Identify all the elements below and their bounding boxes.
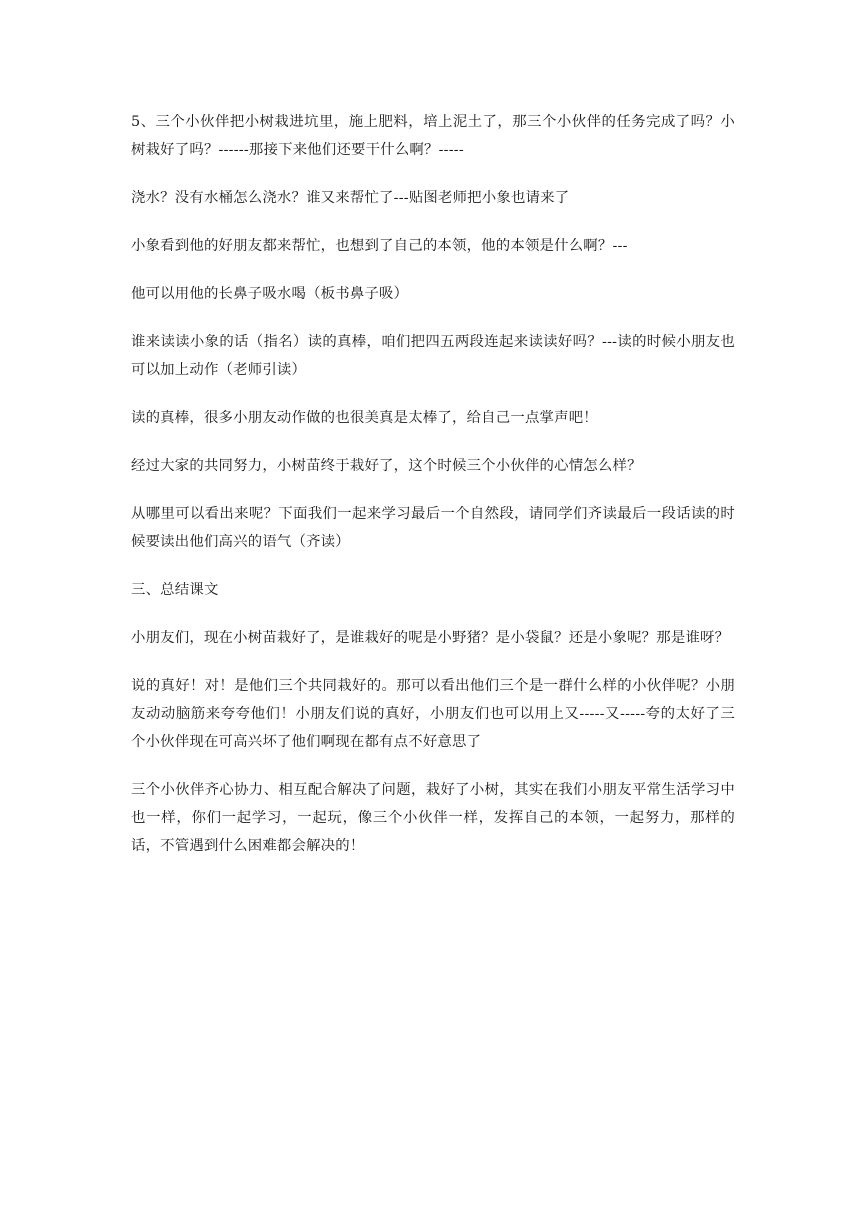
paragraph-feelings: 经过大家的共同努力，小树苗终于栽好了，这个时候三个小伙伴的心情怎么样？: [131, 458, 642, 474]
paragraph-applause: 读的真棒，很多小朋友动作做的也很美真是太棒了，给自己一点掌声吧！: [131, 410, 598, 426]
paragraph-praise: 说的真好！对！是他们三个共同栽好的。那可以看出他们三个是一群什么样的小伙伴呢？小朋友动动脑筋来夸夸他们！小朋友们说的真好，小朋友们也可以用上又-----又-----夸的太好了三个小伙伴现在可高兴坏了他们啊现在都有点不好意思了: [131, 678, 735, 750]
paragraph-conclusion: 三个小伙伴齐心协力、相互配合解决了问题，栽好了小树，其实在我们小朋友平常生活学习中也一样，你们一起学习，一起玩，像三个小伙伴一样，发挥自己的本领，一起努力，那样的话，不管遇到什么困难都会解决的！: [131, 782, 735, 854]
section-heading-summary: 三、总结课文: [131, 582, 219, 598]
paragraph-last-section: 从哪里可以看出来呢？下面我们一起来学习最后一个自然段，请同学们齐读最后一段话读的时候要读出他们高兴的语气（齐读）: [131, 506, 735, 550]
paragraph-who-planted: 小朋友们，现在小树苗栽好了，是谁栽好的呢是小野猪？是小袋鼠？还是小象呢？那是谁呀？: [131, 630, 730, 646]
paragraph-trunk-water: 他可以用他的长鼻子吸水喝（板书鼻子吸）: [131, 286, 409, 302]
paragraph-elephant-skill: 小象看到他的好朋友都来帮忙，也想到了自己的本领，他的本领是什么啊？---: [131, 238, 628, 254]
paragraph-read-aloud: 谁来读读小象的话（指名）读的真棒，咱们把四五两段连起来读读好吗？---读的时候小朋友也可以加上动作（老师引读）: [131, 334, 735, 378]
paragraph-watering: 浇水？没有水桶怎么浇水？谁又来帮忙了---贴图老师把小象也请来了: [131, 190, 570, 206]
paragraph-step-5: 5、三个小伙伴把小树栽进坑里，施上肥料，培上泥土了，那三个小伙伴的任务完成了吗？小树栽好了吗？------那接下来他们还要干什么啊？-----: [131, 114, 735, 158]
document-body: [131, 108, 735, 860]
